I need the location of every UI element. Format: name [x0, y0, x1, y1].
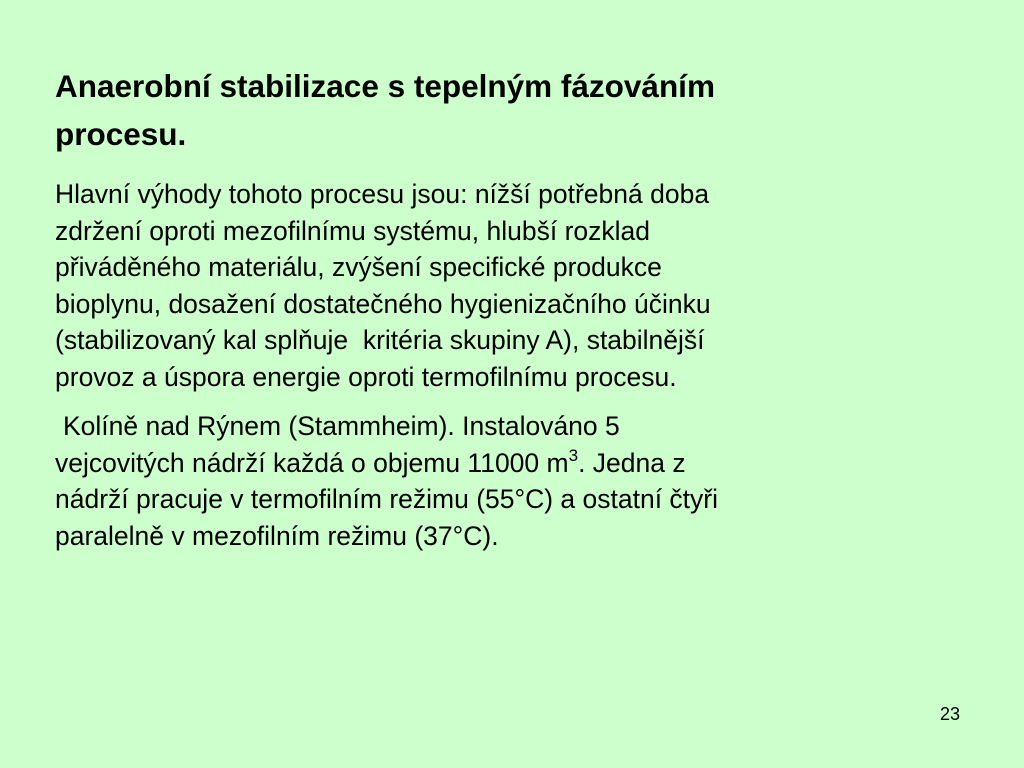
advantages-paragraph: [55, 176, 965, 395]
cubic-superscript: 3: [568, 445, 579, 465]
paragraph2-line-3: nádrží pracuje v termofilním režimu (55°C) a ostatní čtyři: [55, 484, 719, 514]
paragraph2-line-2-after-sup: . Jedna z: [578, 447, 686, 478]
paragraph1-line-5: (stabilizovaný kal splňuje kritéria skupiny A), stabilnější: [55, 325, 705, 355]
paragraph1-line-6: provoz a úspora energie oproti termofilnímu procesu.: [55, 361, 677, 392]
title-line-2: procesu.: [55, 116, 187, 152]
title-line-1: Anaerobní stabilizace s tepelným fázováním: [55, 68, 715, 104]
installation-paragraph: [55, 408, 965, 554]
paragraph1-line-2: zdržení oproti mezofilnímu systému, hlubší rozklad: [55, 215, 651, 246]
paragraph1-line-4: bioplynu, dosažení dostatečného hygienizačního účinku: [55, 288, 711, 319]
paragraph2-line-1: Kolíně nad Rýnem (Stammheim). Instalováno 5: [63, 411, 620, 441]
paragraph2-line-4: paralelně v mezofilním režimu (37°C).: [55, 520, 499, 551]
paragraph1-line-1: Hlavní výhody tohoto procesu jsou: nížší potřebná doba: [55, 179, 710, 209]
slide-title: [55, 62, 955, 158]
paragraph1-line-3: přiváděného materiálu, zvýšení specifické produkce: [55, 252, 662, 282]
paragraph2-line-2-before-sup: vejcovitých nádrží každá o objemu 11000 m: [55, 447, 569, 478]
page-number: 23: [939, 704, 961, 724]
slide-body: [55, 176, 965, 554]
